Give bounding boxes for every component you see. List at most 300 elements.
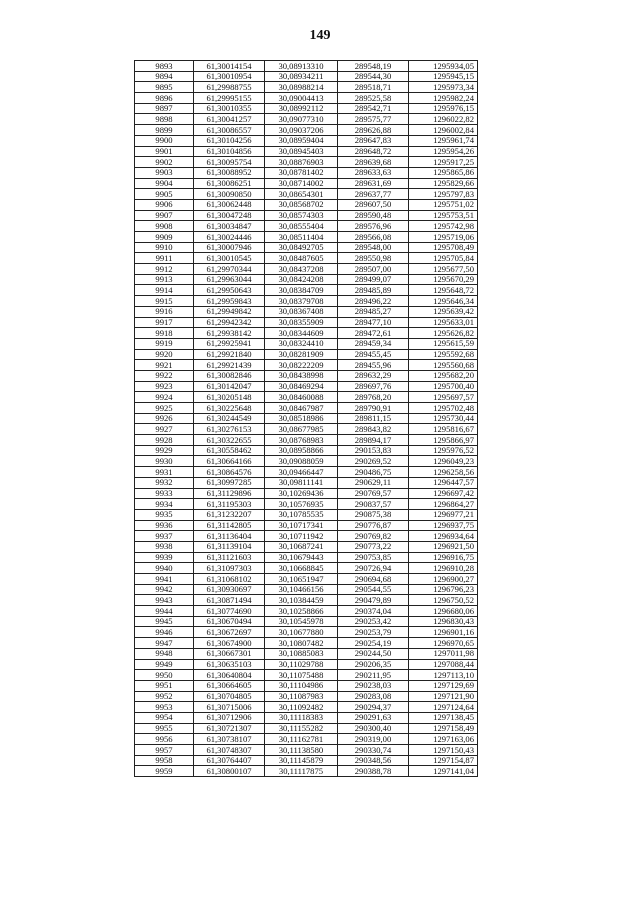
table-row <box>135 370 478 381</box>
point-number-cell: 9949 <box>135 659 194 670</box>
point-number-cell: 9938 <box>135 541 194 552</box>
table-row <box>135 712 478 723</box>
latitude-cell: 61,30930697 <box>194 584 265 595</box>
x-coordinate-cell: 289697,76 <box>338 381 409 392</box>
x-coordinate-cell: 290776,87 <box>338 520 409 531</box>
x-coordinate-cell: 289455,45 <box>338 349 409 360</box>
x-coordinate-cell: 290773,22 <box>338 541 409 552</box>
y-coordinate-cell: 1295976,52 <box>409 445 478 456</box>
table-row <box>135 702 478 713</box>
latitude-cell: 61,30672697 <box>194 627 265 638</box>
table-row <box>135 199 478 210</box>
latitude-cell: 61,30664605 <box>194 680 265 691</box>
y-coordinate-cell: 1297158,49 <box>409 723 478 734</box>
x-coordinate-cell: 290300,40 <box>338 723 409 734</box>
longitude-cell: 30,09466447 <box>265 467 338 478</box>
point-number-cell: 9936 <box>135 520 194 531</box>
latitude-cell: 61,31139104 <box>194 541 265 552</box>
x-coordinate-cell: 290875,38 <box>338 509 409 520</box>
x-coordinate-cell: 290153,83 <box>338 445 409 456</box>
y-coordinate-cell: 1296910,28 <box>409 563 478 574</box>
latitude-cell: 61,30007946 <box>194 242 265 253</box>
x-coordinate-cell: 290769,57 <box>338 488 409 499</box>
table-row <box>135 745 478 756</box>
point-number-cell: 9901 <box>135 146 194 157</box>
latitude-cell: 61,30997285 <box>194 477 265 488</box>
longitude-cell: 30,11155282 <box>265 723 338 734</box>
point-number-cell: 9932 <box>135 477 194 488</box>
point-number-cell: 9904 <box>135 178 194 189</box>
y-coordinate-cell: 1296977,21 <box>409 509 478 520</box>
table-row <box>135 509 478 520</box>
table-row <box>135 360 478 371</box>
y-coordinate-cell: 1296750,52 <box>409 595 478 606</box>
point-number-cell: 9948 <box>135 648 194 659</box>
longitude-cell: 30,08677985 <box>265 424 338 435</box>
point-number-cell: 9928 <box>135 435 194 446</box>
latitude-cell: 61,30090850 <box>194 189 265 200</box>
longitude-cell: 30,08574303 <box>265 210 338 221</box>
table-row <box>135 167 478 178</box>
x-coordinate-cell: 289790,91 <box>338 403 409 414</box>
coordinates-table <box>134 60 478 777</box>
latitude-cell: 61,30062448 <box>194 199 265 210</box>
y-coordinate-cell: 1296002,84 <box>409 125 478 136</box>
longitude-cell: 30,10576935 <box>265 499 338 510</box>
point-number-cell: 9897 <box>135 103 194 114</box>
table-row <box>135 680 478 691</box>
point-number-cell: 9903 <box>135 167 194 178</box>
y-coordinate-cell: 1295866,97 <box>409 435 478 446</box>
longitude-cell: 30,11145879 <box>265 755 338 766</box>
longitude-cell: 30,08469294 <box>265 381 338 392</box>
x-coordinate-cell: 290330,74 <box>338 745 409 756</box>
y-coordinate-cell: 1296447,57 <box>409 477 478 488</box>
table-row <box>135 210 478 221</box>
point-number-cell: 9913 <box>135 274 194 285</box>
latitude-cell: 61,30276153 <box>194 424 265 435</box>
y-coordinate-cell: 1296864,27 <box>409 499 478 510</box>
y-coordinate-cell: 1297163,06 <box>409 734 478 745</box>
longitude-cell: 30,11029788 <box>265 659 338 670</box>
x-coordinate-cell: 290629,11 <box>338 477 409 488</box>
x-coordinate-cell: 289637,77 <box>338 189 409 200</box>
x-coordinate-cell: 290388,78 <box>338 766 409 777</box>
table-row <box>135 189 478 200</box>
x-coordinate-cell: 289631,69 <box>338 178 409 189</box>
x-coordinate-cell: 290374,04 <box>338 606 409 617</box>
x-coordinate-cell: 289768,20 <box>338 392 409 403</box>
longitude-cell: 30,08487605 <box>265 253 338 264</box>
point-number-cell: 9942 <box>135 584 194 595</box>
x-coordinate-cell: 290254,19 <box>338 638 409 649</box>
table-row <box>135 638 478 649</box>
latitude-cell: 61,30010355 <box>194 103 265 114</box>
x-coordinate-cell: 289894,17 <box>338 435 409 446</box>
table-row <box>135 232 478 243</box>
y-coordinate-cell: 1295560,68 <box>409 360 478 371</box>
table-row <box>135 285 478 296</box>
table-row <box>135 616 478 627</box>
table-row <box>135 456 478 467</box>
table-row <box>135 670 478 681</box>
table-row <box>135 574 478 585</box>
x-coordinate-cell: 289525,58 <box>338 93 409 104</box>
longitude-cell: 30,11162781 <box>265 734 338 745</box>
y-coordinate-cell: 1295934,05 <box>409 61 478 72</box>
point-number-cell: 9944 <box>135 606 194 617</box>
coordinates-table-body <box>135 61 478 777</box>
x-coordinate-cell: 289843,82 <box>338 424 409 435</box>
longitude-cell: 30,11104986 <box>265 680 338 691</box>
point-number-cell: 9895 <box>135 82 194 93</box>
y-coordinate-cell: 1295705,84 <box>409 253 478 264</box>
point-number-cell: 9925 <box>135 403 194 414</box>
y-coordinate-cell: 1296900,27 <box>409 574 478 585</box>
y-coordinate-cell: 1296921,50 <box>409 541 478 552</box>
x-coordinate-cell: 290291,63 <box>338 712 409 723</box>
table-row <box>135 477 478 488</box>
y-coordinate-cell: 1297113,10 <box>409 670 478 681</box>
y-coordinate-cell: 1295829,66 <box>409 178 478 189</box>
point-number-cell: 9896 <box>135 93 194 104</box>
table-row <box>135 435 478 446</box>
x-coordinate-cell: 289548,00 <box>338 242 409 253</box>
y-coordinate-cell: 1297150,43 <box>409 745 478 756</box>
longitude-cell: 30,11138580 <box>265 745 338 756</box>
y-coordinate-cell: 1296796,23 <box>409 584 478 595</box>
x-coordinate-cell: 289485,89 <box>338 285 409 296</box>
point-number-cell: 9943 <box>135 595 194 606</box>
table-row <box>135 392 478 403</box>
y-coordinate-cell: 1295633,01 <box>409 317 478 328</box>
point-number-cell: 9912 <box>135 264 194 275</box>
y-coordinate-cell: 1296934,64 <box>409 531 478 542</box>
table-row <box>135 467 478 478</box>
table-row <box>135 221 478 232</box>
x-coordinate-cell: 290544,55 <box>338 584 409 595</box>
x-coordinate-cell: 289647,83 <box>338 135 409 146</box>
y-coordinate-cell: 1296258,56 <box>409 467 478 478</box>
longitude-cell: 30,08714002 <box>265 178 338 189</box>
point-number-cell: 9915 <box>135 296 194 307</box>
latitude-cell: 61,30764407 <box>194 755 265 766</box>
latitude-cell: 61,31136404 <box>194 531 265 542</box>
x-coordinate-cell: 289566,08 <box>338 232 409 243</box>
latitude-cell: 61,30095754 <box>194 157 265 168</box>
y-coordinate-cell: 1296697,42 <box>409 488 478 499</box>
latitude-cell: 61,30738107 <box>194 734 265 745</box>
point-number-cell: 9916 <box>135 306 194 317</box>
latitude-cell: 61,31195303 <box>194 499 265 510</box>
longitude-cell: 30,08438998 <box>265 370 338 381</box>
point-number-cell: 9899 <box>135 125 194 136</box>
latitude-cell: 61,30871494 <box>194 595 265 606</box>
longitude-cell: 30,08379708 <box>265 296 338 307</box>
latitude-cell: 61,30205148 <box>194 392 265 403</box>
point-number-cell: 9953 <box>135 702 194 713</box>
point-number-cell: 9907 <box>135 210 194 221</box>
y-coordinate-cell: 1297141,04 <box>409 766 478 777</box>
longitude-cell: 30,09004413 <box>265 93 338 104</box>
longitude-cell: 30,08568702 <box>265 199 338 210</box>
point-number-cell: 9958 <box>135 755 194 766</box>
x-coordinate-cell: 289590,48 <box>338 210 409 221</box>
longitude-cell: 30,10717341 <box>265 520 338 531</box>
table-row <box>135 552 478 563</box>
table-row <box>135 93 478 104</box>
latitude-cell: 61,30322655 <box>194 435 265 446</box>
table-row <box>135 71 478 82</box>
point-number-cell: 9926 <box>135 413 194 424</box>
x-coordinate-cell: 290348,56 <box>338 755 409 766</box>
latitude-cell: 61,30640804 <box>194 670 265 681</box>
point-number-cell: 9937 <box>135 531 194 542</box>
table-row <box>135 178 478 189</box>
table-row <box>135 135 478 146</box>
latitude-cell: 61,30082846 <box>194 370 265 381</box>
x-coordinate-cell: 290206,35 <box>338 659 409 670</box>
y-coordinate-cell: 1297121,90 <box>409 691 478 702</box>
y-coordinate-cell: 1295670,29 <box>409 274 478 285</box>
table-row <box>135 274 478 285</box>
latitude-cell: 61,30244549 <box>194 413 265 424</box>
table-row <box>135 648 478 659</box>
latitude-cell: 61,29949842 <box>194 306 265 317</box>
x-coordinate-cell: 289518,71 <box>338 82 409 93</box>
point-number-cell: 9920 <box>135 349 194 360</box>
point-number-cell: 9927 <box>135 424 194 435</box>
latitude-cell: 61,30674900 <box>194 638 265 649</box>
longitude-cell: 30,08988214 <box>265 82 338 93</box>
latitude-cell: 61,29995155 <box>194 93 265 104</box>
table-row <box>135 563 478 574</box>
y-coordinate-cell: 1295615,59 <box>409 338 478 349</box>
point-number-cell: 9923 <box>135 381 194 392</box>
longitude-cell: 30,08222209 <box>265 360 338 371</box>
longitude-cell: 30,11075488 <box>265 670 338 681</box>
y-coordinate-cell: 1296830,43 <box>409 616 478 627</box>
latitude-cell: 61,29963044 <box>194 274 265 285</box>
latitude-cell: 61,31129896 <box>194 488 265 499</box>
longitude-cell: 30,08460088 <box>265 392 338 403</box>
latitude-cell: 61,30774690 <box>194 606 265 617</box>
latitude-cell: 61,30034847 <box>194 221 265 232</box>
latitude-cell: 61,29938142 <box>194 328 265 339</box>
y-coordinate-cell: 1295708,49 <box>409 242 478 253</box>
y-coordinate-cell: 1297138,45 <box>409 712 478 723</box>
latitude-cell: 61,30086251 <box>194 178 265 189</box>
latitude-cell: 61,31097303 <box>194 563 265 574</box>
x-coordinate-cell: 290244,50 <box>338 648 409 659</box>
point-number-cell: 9945 <box>135 616 194 627</box>
y-coordinate-cell: 1295648,72 <box>409 285 478 296</box>
y-coordinate-cell: 1295700,40 <box>409 381 478 392</box>
x-coordinate-cell: 289455,96 <box>338 360 409 371</box>
longitude-cell: 30,10679443 <box>265 552 338 563</box>
x-coordinate-cell: 289507,00 <box>338 264 409 275</box>
latitude-cell: 61,30712906 <box>194 712 265 723</box>
longitude-cell: 30,08992112 <box>265 103 338 114</box>
table-row <box>135 595 478 606</box>
longitude-cell: 30,11117875 <box>265 766 338 777</box>
y-coordinate-cell: 1295730,44 <box>409 413 478 424</box>
longitude-cell: 30,10885083 <box>265 648 338 659</box>
table-row <box>135 242 478 253</box>
point-number-cell: 9893 <box>135 61 194 72</box>
point-number-cell: 9910 <box>135 242 194 253</box>
table-row <box>135 253 478 264</box>
point-number-cell: 9909 <box>135 232 194 243</box>
point-number-cell: 9956 <box>135 734 194 745</box>
latitude-cell: 61,31068102 <box>194 574 265 585</box>
y-coordinate-cell: 1295702,48 <box>409 403 478 414</box>
table-row <box>135 403 478 414</box>
y-coordinate-cell: 1295751,02 <box>409 199 478 210</box>
point-number-cell: 9929 <box>135 445 194 456</box>
x-coordinate-cell: 290486,75 <box>338 467 409 478</box>
longitude-cell: 30,10651947 <box>265 574 338 585</box>
y-coordinate-cell: 1295639,42 <box>409 306 478 317</box>
point-number-cell: 9940 <box>135 563 194 574</box>
latitude-cell: 61,30041257 <box>194 114 265 125</box>
latitude-cell: 61,30024446 <box>194 232 265 243</box>
point-number-cell: 9957 <box>135 745 194 756</box>
x-coordinate-cell: 289496,22 <box>338 296 409 307</box>
longitude-cell: 30,08511404 <box>265 232 338 243</box>
table-row <box>135 627 478 638</box>
point-number-cell: 9917 <box>135 317 194 328</box>
longitude-cell: 30,08959404 <box>265 135 338 146</box>
longitude-cell: 30,09811141 <box>265 477 338 488</box>
table-row <box>135 146 478 157</box>
x-coordinate-cell: 289550,98 <box>338 253 409 264</box>
x-coordinate-cell: 290479,89 <box>338 595 409 606</box>
point-number-cell: 9959 <box>135 766 194 777</box>
point-number-cell: 9902 <box>135 157 194 168</box>
longitude-cell: 30,08876903 <box>265 157 338 168</box>
point-number-cell: 9905 <box>135 189 194 200</box>
page-number: 149 <box>309 28 331 43</box>
latitude-cell: 61,29970344 <box>194 264 265 275</box>
latitude-cell: 61,30104256 <box>194 135 265 146</box>
latitude-cell: 61,31121603 <box>194 552 265 563</box>
point-number-cell: 9911 <box>135 253 194 264</box>
table-row <box>135 520 478 531</box>
point-number-cell: 9939 <box>135 552 194 563</box>
x-coordinate-cell: 290319,00 <box>338 734 409 745</box>
x-coordinate-cell: 290726,94 <box>338 563 409 574</box>
latitude-cell: 61,29921840 <box>194 349 265 360</box>
x-coordinate-cell: 290253,79 <box>338 627 409 638</box>
latitude-cell: 61,30558462 <box>194 445 265 456</box>
latitude-cell: 61,29988755 <box>194 82 265 93</box>
point-number-cell: 9922 <box>135 370 194 381</box>
longitude-cell: 30,08913310 <box>265 61 338 72</box>
longitude-cell: 30,08934211 <box>265 71 338 82</box>
x-coordinate-cell: 290694,68 <box>338 574 409 585</box>
y-coordinate-cell: 1295626,82 <box>409 328 478 339</box>
latitude-cell: 61,29942342 <box>194 317 265 328</box>
y-coordinate-cell: 1295954,26 <box>409 146 478 157</box>
y-coordinate-cell: 1295742,98 <box>409 221 478 232</box>
y-coordinate-cell: 1296022,82 <box>409 114 478 125</box>
longitude-cell: 30,08781402 <box>265 167 338 178</box>
x-coordinate-cell: 289485,27 <box>338 306 409 317</box>
y-coordinate-cell: 1296937,75 <box>409 520 478 531</box>
y-coordinate-cell: 1295976,15 <box>409 103 478 114</box>
point-number-cell: 9918 <box>135 328 194 339</box>
latitude-cell: 61,30142047 <box>194 381 265 392</box>
table-row <box>135 723 478 734</box>
x-coordinate-cell: 289477,10 <box>338 317 409 328</box>
point-number-cell: 9894 <box>135 71 194 82</box>
x-coordinate-cell: 290211,95 <box>338 670 409 681</box>
latitude-cell: 61,30635103 <box>194 659 265 670</box>
y-coordinate-cell: 1295646,34 <box>409 296 478 307</box>
longitude-cell: 30,09088059 <box>265 456 338 467</box>
latitude-cell: 61,30010954 <box>194 71 265 82</box>
table-row <box>135 413 478 424</box>
longitude-cell: 30,10269436 <box>265 488 338 499</box>
table-row <box>135 349 478 360</box>
table-row <box>135 125 478 136</box>
table-row <box>135 445 478 456</box>
table-row <box>135 328 478 339</box>
table-row <box>135 734 478 745</box>
x-coordinate-cell: 289542,71 <box>338 103 409 114</box>
point-number-cell: 9950 <box>135 670 194 681</box>
longitude-cell: 30,08467987 <box>265 403 338 414</box>
table-row <box>135 755 478 766</box>
latitude-cell: 61,30800107 <box>194 766 265 777</box>
latitude-cell: 61,30667301 <box>194 648 265 659</box>
point-number-cell: 9951 <box>135 680 194 691</box>
x-coordinate-cell: 289472,61 <box>338 328 409 339</box>
longitude-cell: 30,11087983 <box>265 691 338 702</box>
point-number-cell: 9954 <box>135 712 194 723</box>
y-coordinate-cell: 1296049,23 <box>409 456 478 467</box>
table-row <box>135 499 478 510</box>
y-coordinate-cell: 1295816,67 <box>409 424 478 435</box>
table-row <box>135 691 478 702</box>
y-coordinate-cell: 1296901,16 <box>409 627 478 638</box>
y-coordinate-cell: 1295592,68 <box>409 349 478 360</box>
table-row <box>135 114 478 125</box>
latitude-cell: 61,30088952 <box>194 167 265 178</box>
y-coordinate-cell: 1297088,44 <box>409 659 478 670</box>
table-row <box>135 488 478 499</box>
latitude-cell: 61,30664166 <box>194 456 265 467</box>
table-row <box>135 157 478 168</box>
table-row <box>135 264 478 275</box>
y-coordinate-cell: 1297011,98 <box>409 648 478 659</box>
x-coordinate-cell: 289575,77 <box>338 114 409 125</box>
point-number-cell: 9914 <box>135 285 194 296</box>
latitude-cell: 61,29925941 <box>194 338 265 349</box>
longitude-cell: 30,08492705 <box>265 242 338 253</box>
longitude-cell: 30,10545978 <box>265 616 338 627</box>
y-coordinate-cell: 1295753,51 <box>409 210 478 221</box>
latitude-cell: 61,29921439 <box>194 360 265 371</box>
x-coordinate-cell: 289499,07 <box>338 274 409 285</box>
table-row <box>135 531 478 542</box>
x-coordinate-cell: 289648,72 <box>338 146 409 157</box>
y-coordinate-cell: 1295961,74 <box>409 135 478 146</box>
latitude-cell: 61,30715006 <box>194 702 265 713</box>
longitude-cell: 30,08384709 <box>265 285 338 296</box>
x-coordinate-cell: 289639,68 <box>338 157 409 168</box>
